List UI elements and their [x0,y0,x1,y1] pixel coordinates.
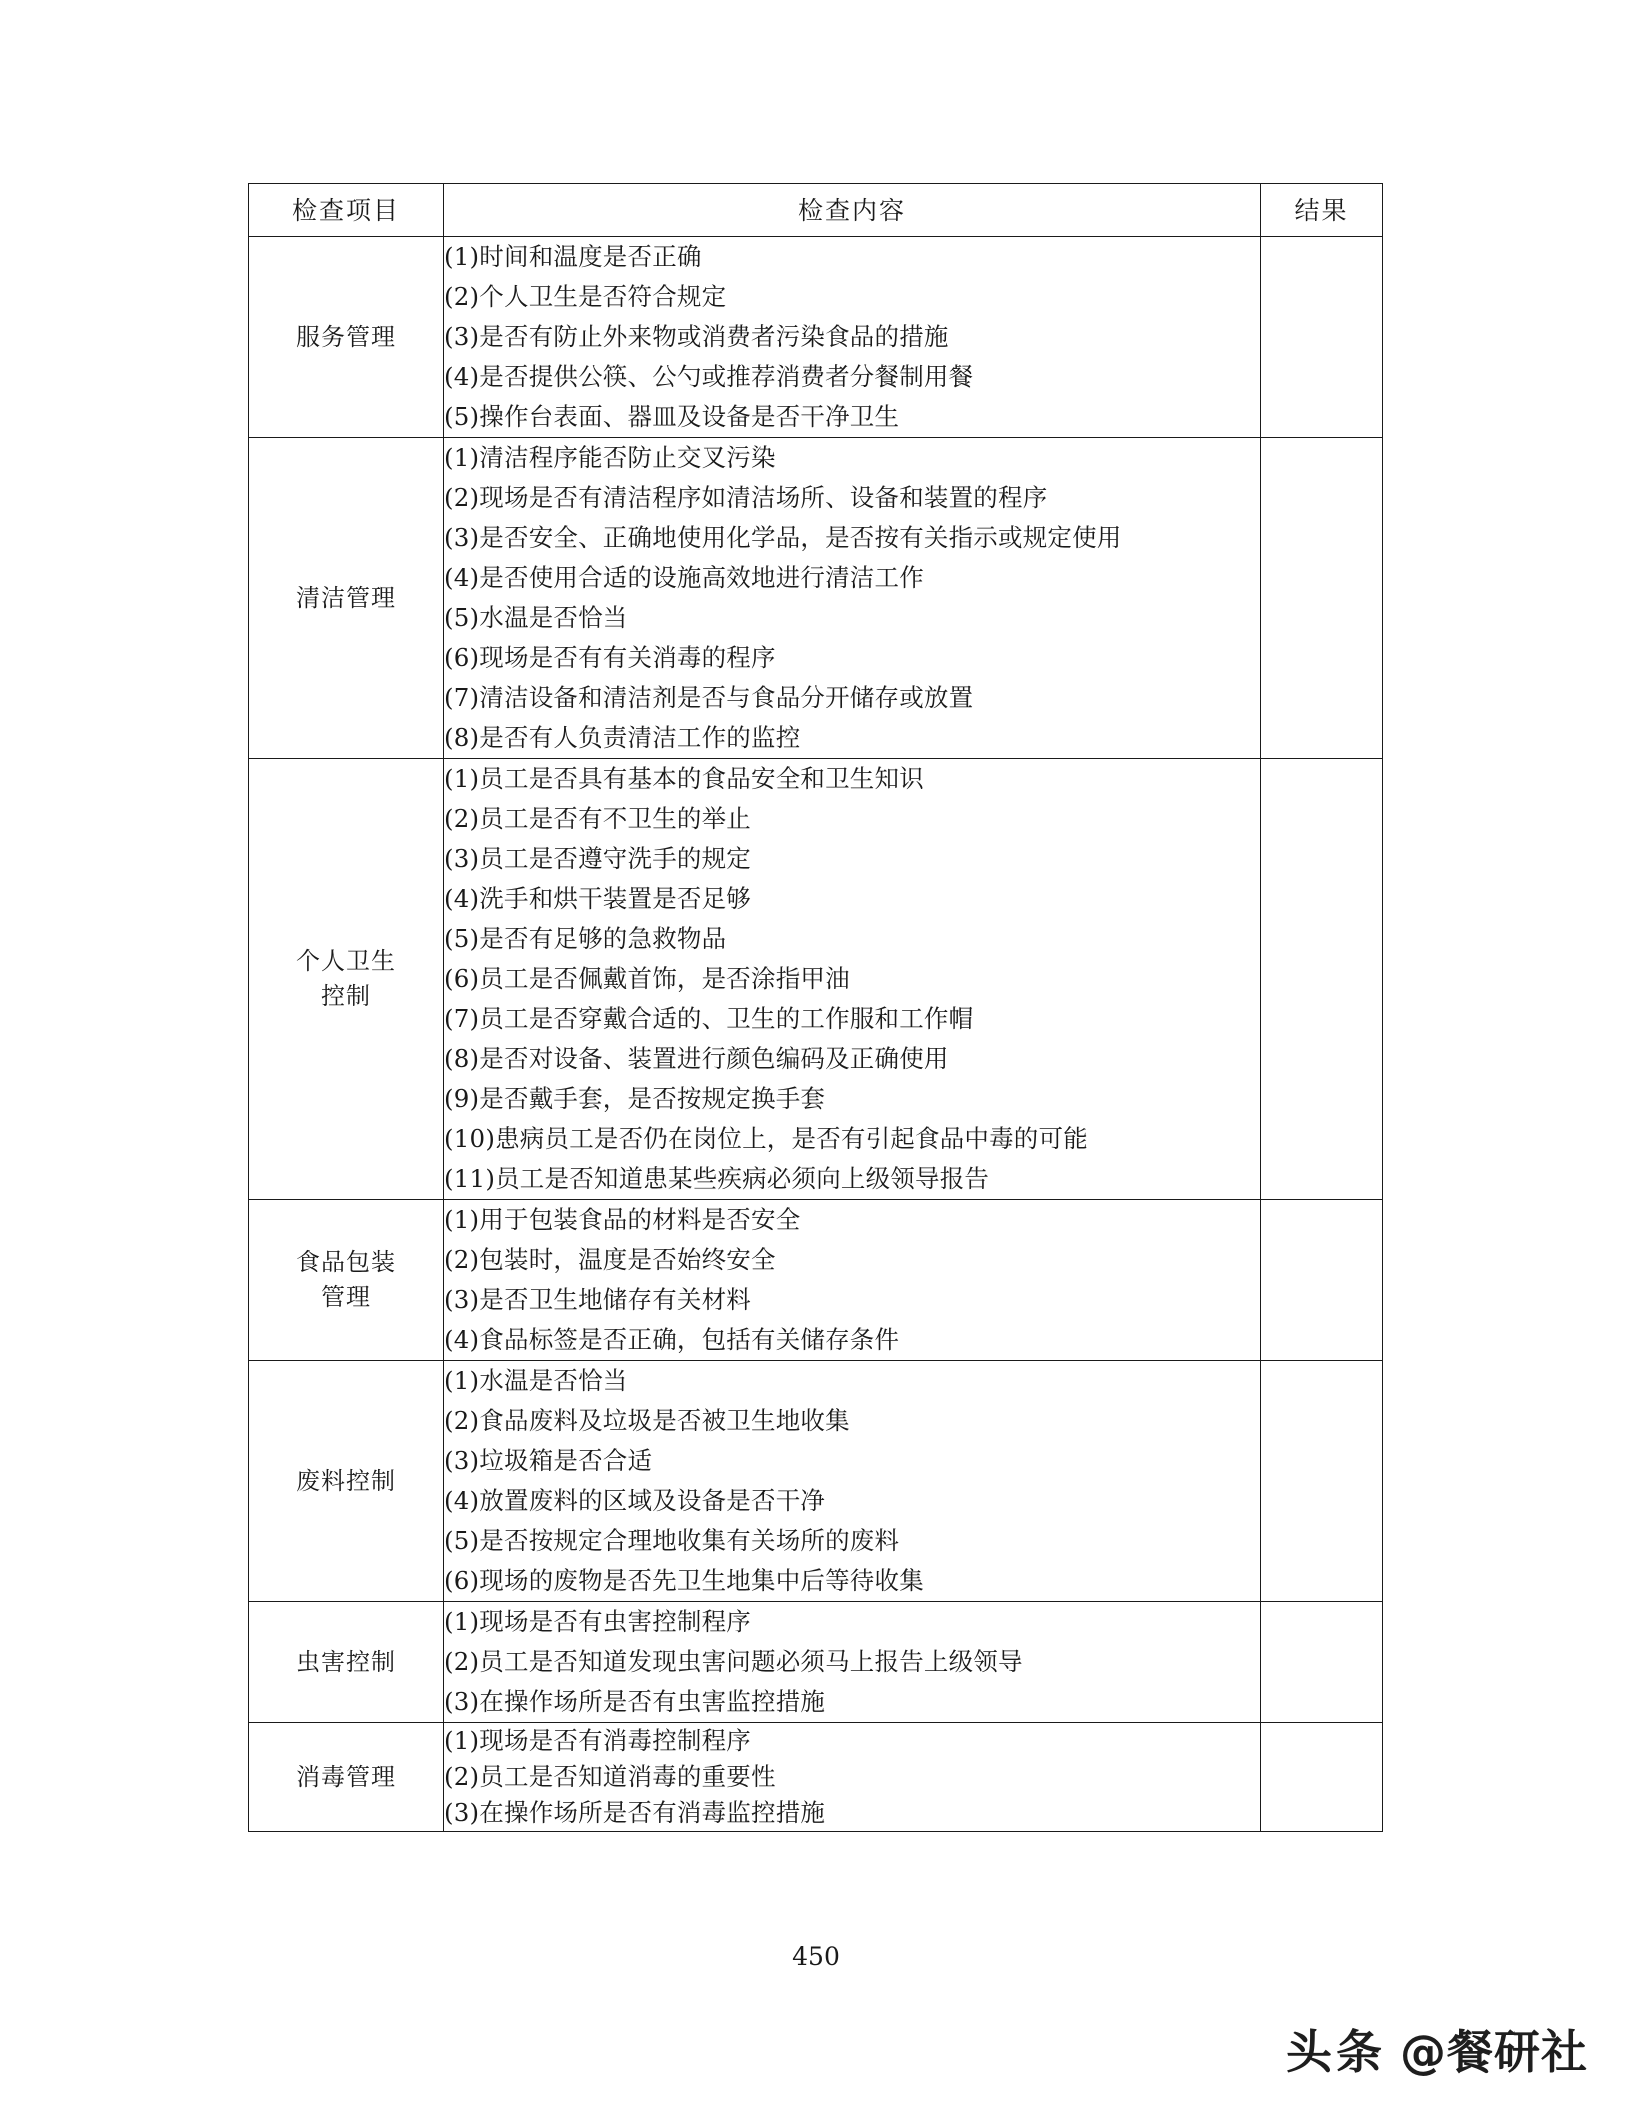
result-cell[interactable] [1261,237,1383,438]
check-item-list [444,1200,1260,1360]
category-cell [249,1361,444,1602]
category-label-line: 管理 [321,1283,371,1311]
inspection-checklist-table [248,183,1382,1832]
check-item: (5)是否按规定合理地收集有关场所的废料 [444,1526,900,1555]
content-cell [444,237,1261,438]
content-cell [444,438,1261,759]
check-item: (1)员工是否具有基本的食品安全和卫生知识 [444,764,924,793]
check-item: (1)用于包装食品的材料是否安全 [444,1205,801,1234]
category-cell [249,759,444,1200]
check-item: (4)食品标签是否正确，包括有关储存条件 [444,1325,900,1354]
check-item: (9)是否戴手套，是否按规定换手套 [444,1084,826,1113]
table-row [249,1602,1383,1723]
check-item: (11)员工是否知道患某些疾病必须向上级领导报告 [444,1164,990,1193]
column-header-content: 检查内容 [444,184,1261,237]
column-header-result: 结果 [1261,184,1383,237]
table-body [249,237,1383,1832]
check-item: (4)是否提供公筷、公勺或推荐消费者分餐制用餐 [444,362,974,391]
check-item: (1)时间和温度是否正确 [444,242,702,271]
check-item: (8)是否有人负责清洁工作的监控 [444,723,801,752]
column-header-item: 检查项目 [249,184,444,237]
check-item: (1)现场是否有消毒控制程序 [444,1726,752,1755]
check-item: (2)包装时，温度是否始终安全 [444,1245,776,1274]
table-header-row [249,184,1383,237]
content-cell [444,1602,1261,1723]
table-row [249,1723,1383,1832]
check-item-list [444,1723,1260,1831]
result-cell[interactable] [1261,1602,1383,1723]
category-label-line: 控制 [321,982,371,1010]
table-row [249,1361,1383,1602]
check-item: (4)放置废料的区域及设备是否干净 [444,1486,826,1515]
check-item: (3)垃圾箱是否合适 [444,1446,653,1475]
check-item: (6)现场是否有有关消毒的程序 [444,643,776,672]
check-item-list [444,438,1260,758]
category-cell [249,1602,444,1723]
category-label-line: 清洁管理 [296,583,396,612]
check-item: (1)清洁程序能否防止交叉污染 [444,443,776,472]
check-item: (7)清洁设备和清洁剂是否与食品分开储存或放置 [444,683,974,712]
category-label-line: 消毒管理 [296,1762,396,1791]
table-row [249,1200,1383,1361]
watermark-brand: 头条 [1286,2025,1386,2079]
content-cell [444,1723,1261,1832]
check-item: (1)现场是否有虫害控制程序 [444,1607,752,1636]
category-label-line: 服务管理 [296,322,396,351]
check-item: (3)是否有防止外来物或消费者污染食品的措施 [444,322,949,351]
category-label-line: 虫害控制 [296,1647,396,1676]
check-item-list [444,759,1260,1199]
check-item: (5)操作台表面、器皿及设备是否干净卫生 [444,402,900,431]
check-item: (3)员工是否遵守洗手的规定 [444,844,752,873]
check-item: (2)现场是否有清洁程序如清洁场所、设备和装置的程序 [444,483,1048,512]
table-row [249,759,1383,1200]
content-cell [444,759,1261,1200]
result-cell[interactable] [1261,1200,1383,1361]
check-item: (1)水温是否恰当 [444,1366,628,1395]
check-item: (5)水温是否恰当 [444,603,628,632]
check-item: (3)在操作场所是否有消毒监控措施 [444,1798,826,1827]
category-cell [249,1723,444,1832]
check-item: (5)是否有足够的急救物品 [444,924,727,953]
check-item: (4)是否使用合适的设施高效地进行清洁工作 [444,563,924,592]
category-cell [249,237,444,438]
content-cell [444,1200,1261,1361]
watermark-handle: @餐研社 [1400,2025,1588,2079]
table-head [249,184,1383,237]
watermark [1286,2016,1588,2082]
check-item: (8)是否对设备、装置进行颜色编码及正确使用 [444,1044,949,1073]
result-cell[interactable] [1261,438,1383,759]
content-cell [444,1361,1261,1602]
page-number: 450 [792,1942,840,1971]
category-label-line: 个人卫生 [296,947,396,976]
check-item-list [444,1361,1260,1601]
check-item: (2)员工是否知道消毒的重要性 [444,1762,776,1791]
check-item: (6)员工是否佩戴首饰，是否涂指甲油 [444,964,850,993]
check-item-list [444,1602,1260,1722]
checklist-table [248,183,1383,1832]
check-item: (6)现场的废物是否先卫生地集中后等待收集 [444,1566,924,1595]
check-item: (3)在操作场所是否有虫害监控措施 [444,1687,826,1716]
check-item: (7)员工是否穿戴合适的、卫生的工作服和工作帽 [444,1004,974,1033]
check-item-list [444,237,1260,437]
result-cell[interactable] [1261,759,1383,1200]
check-item: (3)是否卫生地储存有关材料 [444,1285,752,1314]
table-row [249,237,1383,438]
category-cell [249,1200,444,1361]
result-cell[interactable] [1261,1361,1383,1602]
table-row [249,438,1383,759]
check-item: (2)员工是否知道发现虫害问题必须马上报告上级领导 [444,1647,1023,1676]
check-item: (2)食品废料及垃圾是否被卫生地收集 [444,1406,850,1435]
check-item: (2)员工是否有不卫生的举止 [444,804,752,833]
category-cell [249,438,444,759]
check-item: (4)洗手和烘干装置是否足够 [444,884,752,913]
check-item: (10)患病员工是否仍在岗位上，是否有引起食品中毒的可能 [444,1124,1088,1153]
category-label-line: 废料控制 [296,1466,396,1495]
check-item: (2)个人卫生是否符合规定 [444,282,727,311]
check-item: (3)是否安全、正确地使用化学品，是否按有关指示或规定使用 [444,523,1122,552]
result-cell[interactable] [1261,1723,1383,1832]
category-label-line: 食品包装 [296,1248,396,1277]
